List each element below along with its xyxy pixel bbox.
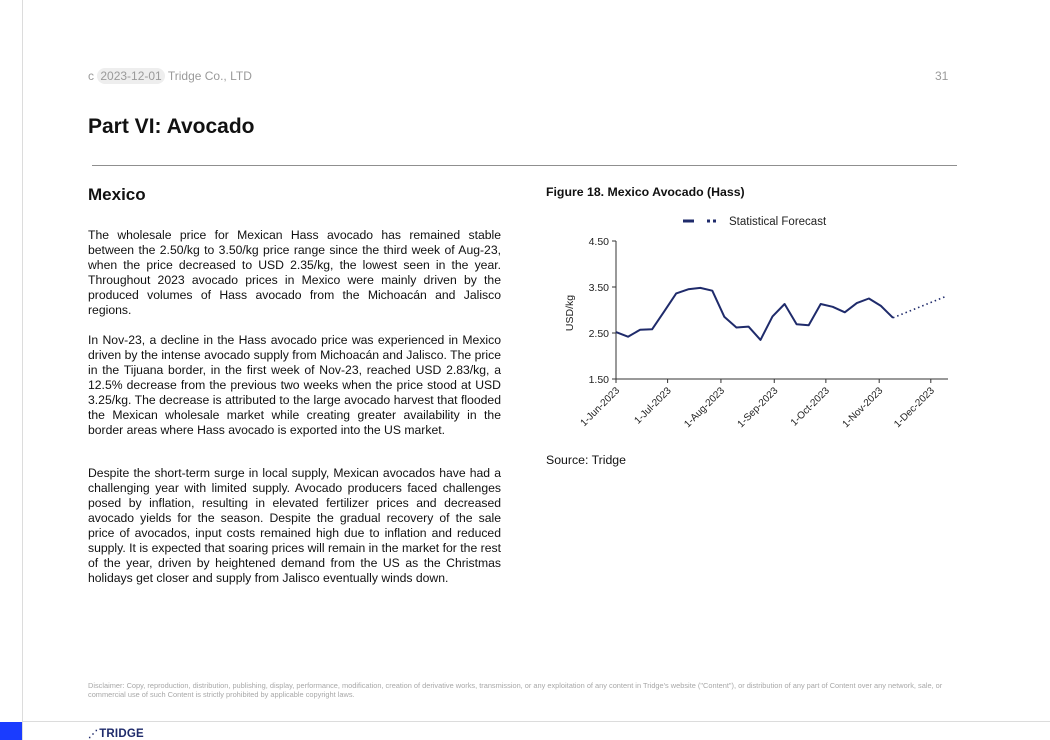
y-tick-label: 3.50 <box>588 282 609 294</box>
y-tick-label: 1.50 <box>588 374 609 386</box>
figure-source: Source: Tridge <box>546 453 626 467</box>
page-header <box>88 69 252 83</box>
figure-title: Figure 18. Mexico Avocado (Hass) <box>546 185 745 199</box>
page-number: 31 <box>935 69 949 83</box>
section-heading: Mexico <box>88 185 146 204</box>
tridge-logo-mark-icon: ⋰ <box>88 729 99 740</box>
x-tick-label: 1-Jul-2023 <box>632 385 674 427</box>
y-axis-label: USD/kg <box>564 294 576 332</box>
actual-series-line <box>616 288 893 340</box>
body-paragraph-3: Despite the short-term surge in local supply, Mexican avocados have had a challenging year with limited supply. Avocado producers faced challenges posed by inflation, resulting in elevated fertilizer prices and decreased avocado yields for the season. Despite the gradual recovery of the sale price of avocados, input costs remained high due to inflation and reduced supply. It is expected that soaring prices will remain in the market for the rest of the year, driven by heightened demand from the US as the Christmas holidays get closer and supply from Jalisco eventually winds down. <box>88 466 501 585</box>
tridge-logo-text: TRIDGE <box>99 728 144 740</box>
footer-rule <box>22 721 1050 722</box>
x-tick-label: 1-Jun-2023 <box>578 385 623 429</box>
y-tick-label: 2.50 <box>588 328 609 340</box>
x-tick-label: 1-Aug-2023 <box>682 385 728 431</box>
y-tick-label: 4.50 <box>588 236 609 248</box>
page-accent-bar <box>0 722 22 740</box>
body-paragraph-1: The wholesale price for Mexican Hass avocado has remained stable between the 2.50/kg to 3.50/kg price range since the third week of Aug-23, when the price decreased to USD 2.35/kg, the lowest seen in the year. Throughout 2023 avocado prices in Mexico were mainly driven by the produced volumes of Hass avocado from the Michoacán and Jalisco regions. <box>88 228 501 317</box>
company-name: Tridge Co., LTD <box>167 69 252 83</box>
x-tick-label: 1-Oct-2023 <box>788 385 832 429</box>
x-tick-label: 1-Dec-2023 <box>892 385 937 431</box>
copyright-mark: c <box>88 69 94 83</box>
page-title: Part VI: Avocado <box>88 115 255 138</box>
left-margin-rule <box>22 0 23 740</box>
body-paragraph-2: In Nov-23, a decline in the Hass avocado price was experienced in Mexico driven by the intense avocado supply from Michoacán and Jalisco. The price in the Tijuana border, in the first week of Nov-23, reached USD 2.83/kg, a 12.5% decrease from the previous two weeks when the price stood at USD 3.25/kg. The decrease is attributed to the large avocado harvest that flooded the Mexican wholesale market while creating greater availability in the border areas where Hass avocado is exported into the US market. <box>88 333 501 437</box>
x-tick-label: 1-Sep-2023 <box>735 385 781 431</box>
disclaimer-text: Disclaimer: Copy, reproduction, distribution, publishing, display, performance, modification, creation of derivative works, transmission, or any exploitation of any content in Tridge's website ("Content"), or distribution of any part of Content over any network, sale, or commercial use of such Content is strictly prohibited by applicable copyright laws. <box>88 681 943 699</box>
title-divider <box>92 165 957 166</box>
forecast-series-line <box>893 296 946 318</box>
legend-label: Statistical Forecast <box>729 216 827 228</box>
tridge-logo <box>88 728 144 740</box>
report-date: 2023-12-01 <box>97 68 164 84</box>
x-tick-label: 1-Nov-2023 <box>840 385 886 431</box>
price-line-chart <box>546 205 956 450</box>
